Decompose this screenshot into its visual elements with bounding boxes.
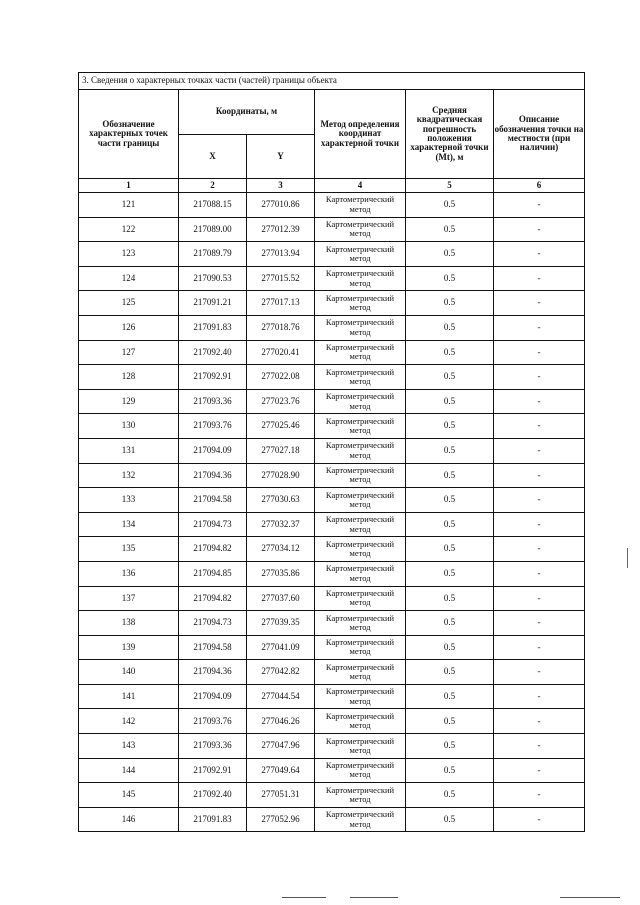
coordinate-y: 277051.31 — [247, 783, 315, 808]
point-number: 143 — [79, 734, 179, 759]
accuracy-cell: 0.5 — [406, 512, 494, 537]
table-row — [79, 414, 585, 439]
method-cell: Картометрический метод — [315, 242, 406, 267]
method-cell: Картометрический метод — [315, 315, 406, 340]
description-cell: - — [494, 783, 585, 808]
description-cell: - — [494, 586, 585, 611]
accuracy-cell: 0.5 — [406, 709, 494, 734]
coordinate-y: 277028.90 — [247, 463, 315, 488]
coordinate-y: 277023.76 — [247, 389, 315, 414]
method-cell: Картометрический метод — [315, 611, 406, 636]
accuracy-cell: 0.5 — [406, 193, 494, 218]
coordinate-x: 217089.79 — [179, 242, 247, 267]
description-cell: - — [494, 537, 585, 562]
table-row — [79, 734, 585, 759]
coordinate-x: 217093.76 — [179, 414, 247, 439]
coordinate-y: 277018.76 — [247, 315, 315, 340]
point-number: 135 — [79, 537, 179, 562]
accuracy-cell: 0.5 — [406, 660, 494, 685]
point-number: 139 — [79, 635, 179, 660]
column-number: 4 — [315, 179, 406, 193]
method-cell: Картометрический метод — [315, 389, 406, 414]
coordinate-x: 217093.36 — [179, 734, 247, 759]
coordinate-x: 217094.73 — [179, 611, 247, 636]
table-row — [79, 758, 585, 783]
table-row — [79, 242, 585, 267]
point-number: 131 — [79, 438, 179, 463]
point-number: 144 — [79, 758, 179, 783]
coordinate-x: 217093.76 — [179, 709, 247, 734]
table-row — [79, 586, 585, 611]
scan-artifact-line — [560, 897, 620, 898]
point-number: 138 — [79, 611, 179, 636]
coordinate-y: 277013.94 — [247, 242, 315, 267]
coordinate-y: 277034.12 — [247, 537, 315, 562]
coordinate-y: 277032.37 — [247, 512, 315, 537]
description-cell: - — [494, 266, 585, 291]
coordinate-y: 277010.86 — [247, 193, 315, 218]
table-row — [79, 488, 585, 513]
accuracy-cell: 0.5 — [406, 611, 494, 636]
scan-artifact-line — [282, 897, 326, 898]
coordinate-y: 277030.63 — [247, 488, 315, 513]
accuracy-cell: 0.5 — [406, 561, 494, 586]
description-cell: - — [494, 217, 585, 242]
table-row — [79, 365, 585, 390]
method-cell: Картометрический метод — [315, 217, 406, 242]
point-number: 122 — [79, 217, 179, 242]
point-number: 130 — [79, 414, 179, 439]
description-cell: - — [494, 463, 585, 488]
header-point-designation: Обозначение характерных точек части границы — [79, 90, 179, 179]
accuracy-cell: 0.5 — [406, 291, 494, 316]
point-number: 140 — [79, 660, 179, 685]
coordinate-x: 217094.36 — [179, 463, 247, 488]
accuracy-cell: 0.5 — [406, 734, 494, 759]
method-cell: Картометрический метод — [315, 807, 406, 832]
document-sheet — [78, 72, 584, 832]
description-cell: - — [494, 684, 585, 709]
description-cell: - — [494, 611, 585, 636]
coordinate-x: 217094.58 — [179, 488, 247, 513]
method-cell: Картометрический метод — [315, 414, 406, 439]
header-x: X — [179, 135, 247, 179]
coordinate-y: 277025.46 — [247, 414, 315, 439]
method-cell: Картометрический метод — [315, 635, 406, 660]
method-cell: Картометрический метод — [315, 463, 406, 488]
method-cell: Картометрический метод — [315, 193, 406, 218]
coordinate-y: 277046.26 — [247, 709, 315, 734]
description-cell: - — [494, 340, 585, 365]
method-cell: Картометрический метод — [315, 684, 406, 709]
accuracy-cell: 0.5 — [406, 414, 494, 439]
header-method: Метод определения координат характерной точки — [315, 90, 406, 179]
description-cell: - — [494, 709, 585, 734]
table-row — [79, 315, 585, 340]
coordinate-y: 277020.41 — [247, 340, 315, 365]
coordinate-y: 277044.54 — [247, 684, 315, 709]
method-cell: Картометрический метод — [315, 266, 406, 291]
description-cell: - — [494, 315, 585, 340]
coordinate-x: 217091.21 — [179, 291, 247, 316]
coordinate-x: 217094.09 — [179, 438, 247, 463]
description-cell: - — [494, 193, 585, 218]
method-cell: Картометрический метод — [315, 709, 406, 734]
coordinate-y: 277039.35 — [247, 611, 315, 636]
header-accuracy: Средняя квадратическая погрешность положения характерной точки (Mt), м — [406, 90, 494, 179]
coordinate-x: 217091.83 — [179, 315, 247, 340]
method-cell: Картометрический метод — [315, 734, 406, 759]
table-row — [79, 512, 585, 537]
coordinate-x: 217091.83 — [179, 807, 247, 832]
table-row — [79, 783, 585, 808]
table-row — [79, 709, 585, 734]
coordinate-y: 277047.96 — [247, 734, 315, 759]
coordinate-x: 217092.40 — [179, 340, 247, 365]
method-cell: Картометрический метод — [315, 537, 406, 562]
scan-artifact-mark — [627, 548, 628, 568]
accuracy-cell: 0.5 — [406, 758, 494, 783]
method-cell: Картометрический метод — [315, 561, 406, 586]
table-row — [79, 561, 585, 586]
column-number: 6 — [494, 179, 585, 193]
description-cell: - — [494, 488, 585, 513]
table-row — [79, 217, 585, 242]
accuracy-cell: 0.5 — [406, 807, 494, 832]
coordinate-x: 217089.00 — [179, 217, 247, 242]
description-cell: - — [494, 512, 585, 537]
coordinate-x: 217092.40 — [179, 783, 247, 808]
method-cell: Картометрический метод — [315, 660, 406, 685]
point-number: 124 — [79, 266, 179, 291]
column-number-row — [79, 179, 585, 193]
table-row — [79, 389, 585, 414]
table-row — [79, 291, 585, 316]
coordinate-y: 277015.52 — [247, 266, 315, 291]
point-number: 123 — [79, 242, 179, 267]
method-cell: Картометрический метод — [315, 758, 406, 783]
header-description: Описание обозначения точки на местности (при наличии) — [494, 90, 585, 179]
table-row — [79, 635, 585, 660]
method-cell: Картометрический метод — [315, 488, 406, 513]
point-number: 137 — [79, 586, 179, 611]
description-cell: - — [494, 365, 585, 390]
coordinate-y: 277017.13 — [247, 291, 315, 316]
column-number: 3 — [247, 179, 315, 193]
coordinate-x: 217092.91 — [179, 365, 247, 390]
description-cell: - — [494, 438, 585, 463]
table-row — [79, 684, 585, 709]
coordinate-x: 217094.85 — [179, 561, 247, 586]
coordinate-x: 217094.82 — [179, 537, 247, 562]
point-number: 146 — [79, 807, 179, 832]
method-cell: Картометрический метод — [315, 291, 406, 316]
table-row — [79, 660, 585, 685]
point-number: 126 — [79, 315, 179, 340]
method-cell: Картометрический метод — [315, 512, 406, 537]
table-row — [79, 266, 585, 291]
table-row — [79, 193, 585, 218]
coordinate-y: 277012.39 — [247, 217, 315, 242]
accuracy-cell: 0.5 — [406, 537, 494, 562]
accuracy-cell: 0.5 — [406, 438, 494, 463]
column-number: 2 — [179, 179, 247, 193]
method-cell: Картометрический метод — [315, 365, 406, 390]
coordinate-y: 277041.09 — [247, 635, 315, 660]
table-row — [79, 807, 585, 832]
coordinate-x: 217094.73 — [179, 512, 247, 537]
method-cell: Картометрический метод — [315, 586, 406, 611]
point-number: 129 — [79, 389, 179, 414]
accuracy-cell: 0.5 — [406, 586, 494, 611]
description-cell: - — [494, 635, 585, 660]
point-number: 127 — [79, 340, 179, 365]
column-number: 5 — [406, 179, 494, 193]
accuracy-cell: 0.5 — [406, 365, 494, 390]
section-title: 3. Сведения о характерных точках части (частей) границы объекта — [79, 73, 585, 90]
accuracy-cell: 0.5 — [406, 389, 494, 414]
point-number: 132 — [79, 463, 179, 488]
point-number: 142 — [79, 709, 179, 734]
point-number: 121 — [79, 193, 179, 218]
description-cell: - — [494, 389, 585, 414]
description-cell: - — [494, 807, 585, 832]
accuracy-cell: 0.5 — [406, 340, 494, 365]
description-cell: - — [494, 414, 585, 439]
method-cell: Картометрический метод — [315, 340, 406, 365]
description-cell: - — [494, 758, 585, 783]
accuracy-cell: 0.5 — [406, 635, 494, 660]
coordinate-y: 277022.08 — [247, 365, 315, 390]
coordinate-y: 277035.86 — [247, 561, 315, 586]
description-cell: - — [494, 242, 585, 267]
coordinate-y: 277052.96 — [247, 807, 315, 832]
coordinate-y: 277027.18 — [247, 438, 315, 463]
description-cell: - — [494, 734, 585, 759]
table-row — [79, 438, 585, 463]
method-cell: Картометрический метод — [315, 438, 406, 463]
table-row — [79, 537, 585, 562]
point-number: 128 — [79, 365, 179, 390]
column-number: 1 — [79, 179, 179, 193]
coordinate-x: 217092.91 — [179, 758, 247, 783]
header-y: Y — [247, 135, 315, 179]
accuracy-cell: 0.5 — [406, 315, 494, 340]
coordinate-x: 217093.36 — [179, 389, 247, 414]
coordinate-y: 277042.82 — [247, 660, 315, 685]
description-cell: - — [494, 660, 585, 685]
coordinate-x: 217094.58 — [179, 635, 247, 660]
point-number: 125 — [79, 291, 179, 316]
coordinate-x: 217090.53 — [179, 266, 247, 291]
header-coordinates: Координаты, м — [179, 90, 315, 135]
accuracy-cell: 0.5 — [406, 488, 494, 513]
boundary-points-table — [78, 72, 585, 832]
coordinate-x: 217094.82 — [179, 586, 247, 611]
accuracy-cell: 0.5 — [406, 242, 494, 267]
accuracy-cell: 0.5 — [406, 266, 494, 291]
coordinate-x: 217094.36 — [179, 660, 247, 685]
method-cell: Картометрический метод — [315, 783, 406, 808]
coordinate-y: 277037.60 — [247, 586, 315, 611]
coordinate-y: 277049.64 — [247, 758, 315, 783]
accuracy-cell: 0.5 — [406, 463, 494, 488]
point-number: 133 — [79, 488, 179, 513]
accuracy-cell: 0.5 — [406, 684, 494, 709]
description-cell: - — [494, 561, 585, 586]
table-row — [79, 463, 585, 488]
scan-artifact-line — [350, 897, 398, 898]
accuracy-cell: 0.5 — [406, 217, 494, 242]
point-number: 134 — [79, 512, 179, 537]
point-number: 136 — [79, 561, 179, 586]
point-number: 145 — [79, 783, 179, 808]
coordinate-x: 217088.15 — [179, 193, 247, 218]
description-cell: - — [494, 291, 585, 316]
point-number: 141 — [79, 684, 179, 709]
accuracy-cell: 0.5 — [406, 783, 494, 808]
coordinate-x: 217094.09 — [179, 684, 247, 709]
table-row — [79, 611, 585, 636]
table-row — [79, 340, 585, 365]
